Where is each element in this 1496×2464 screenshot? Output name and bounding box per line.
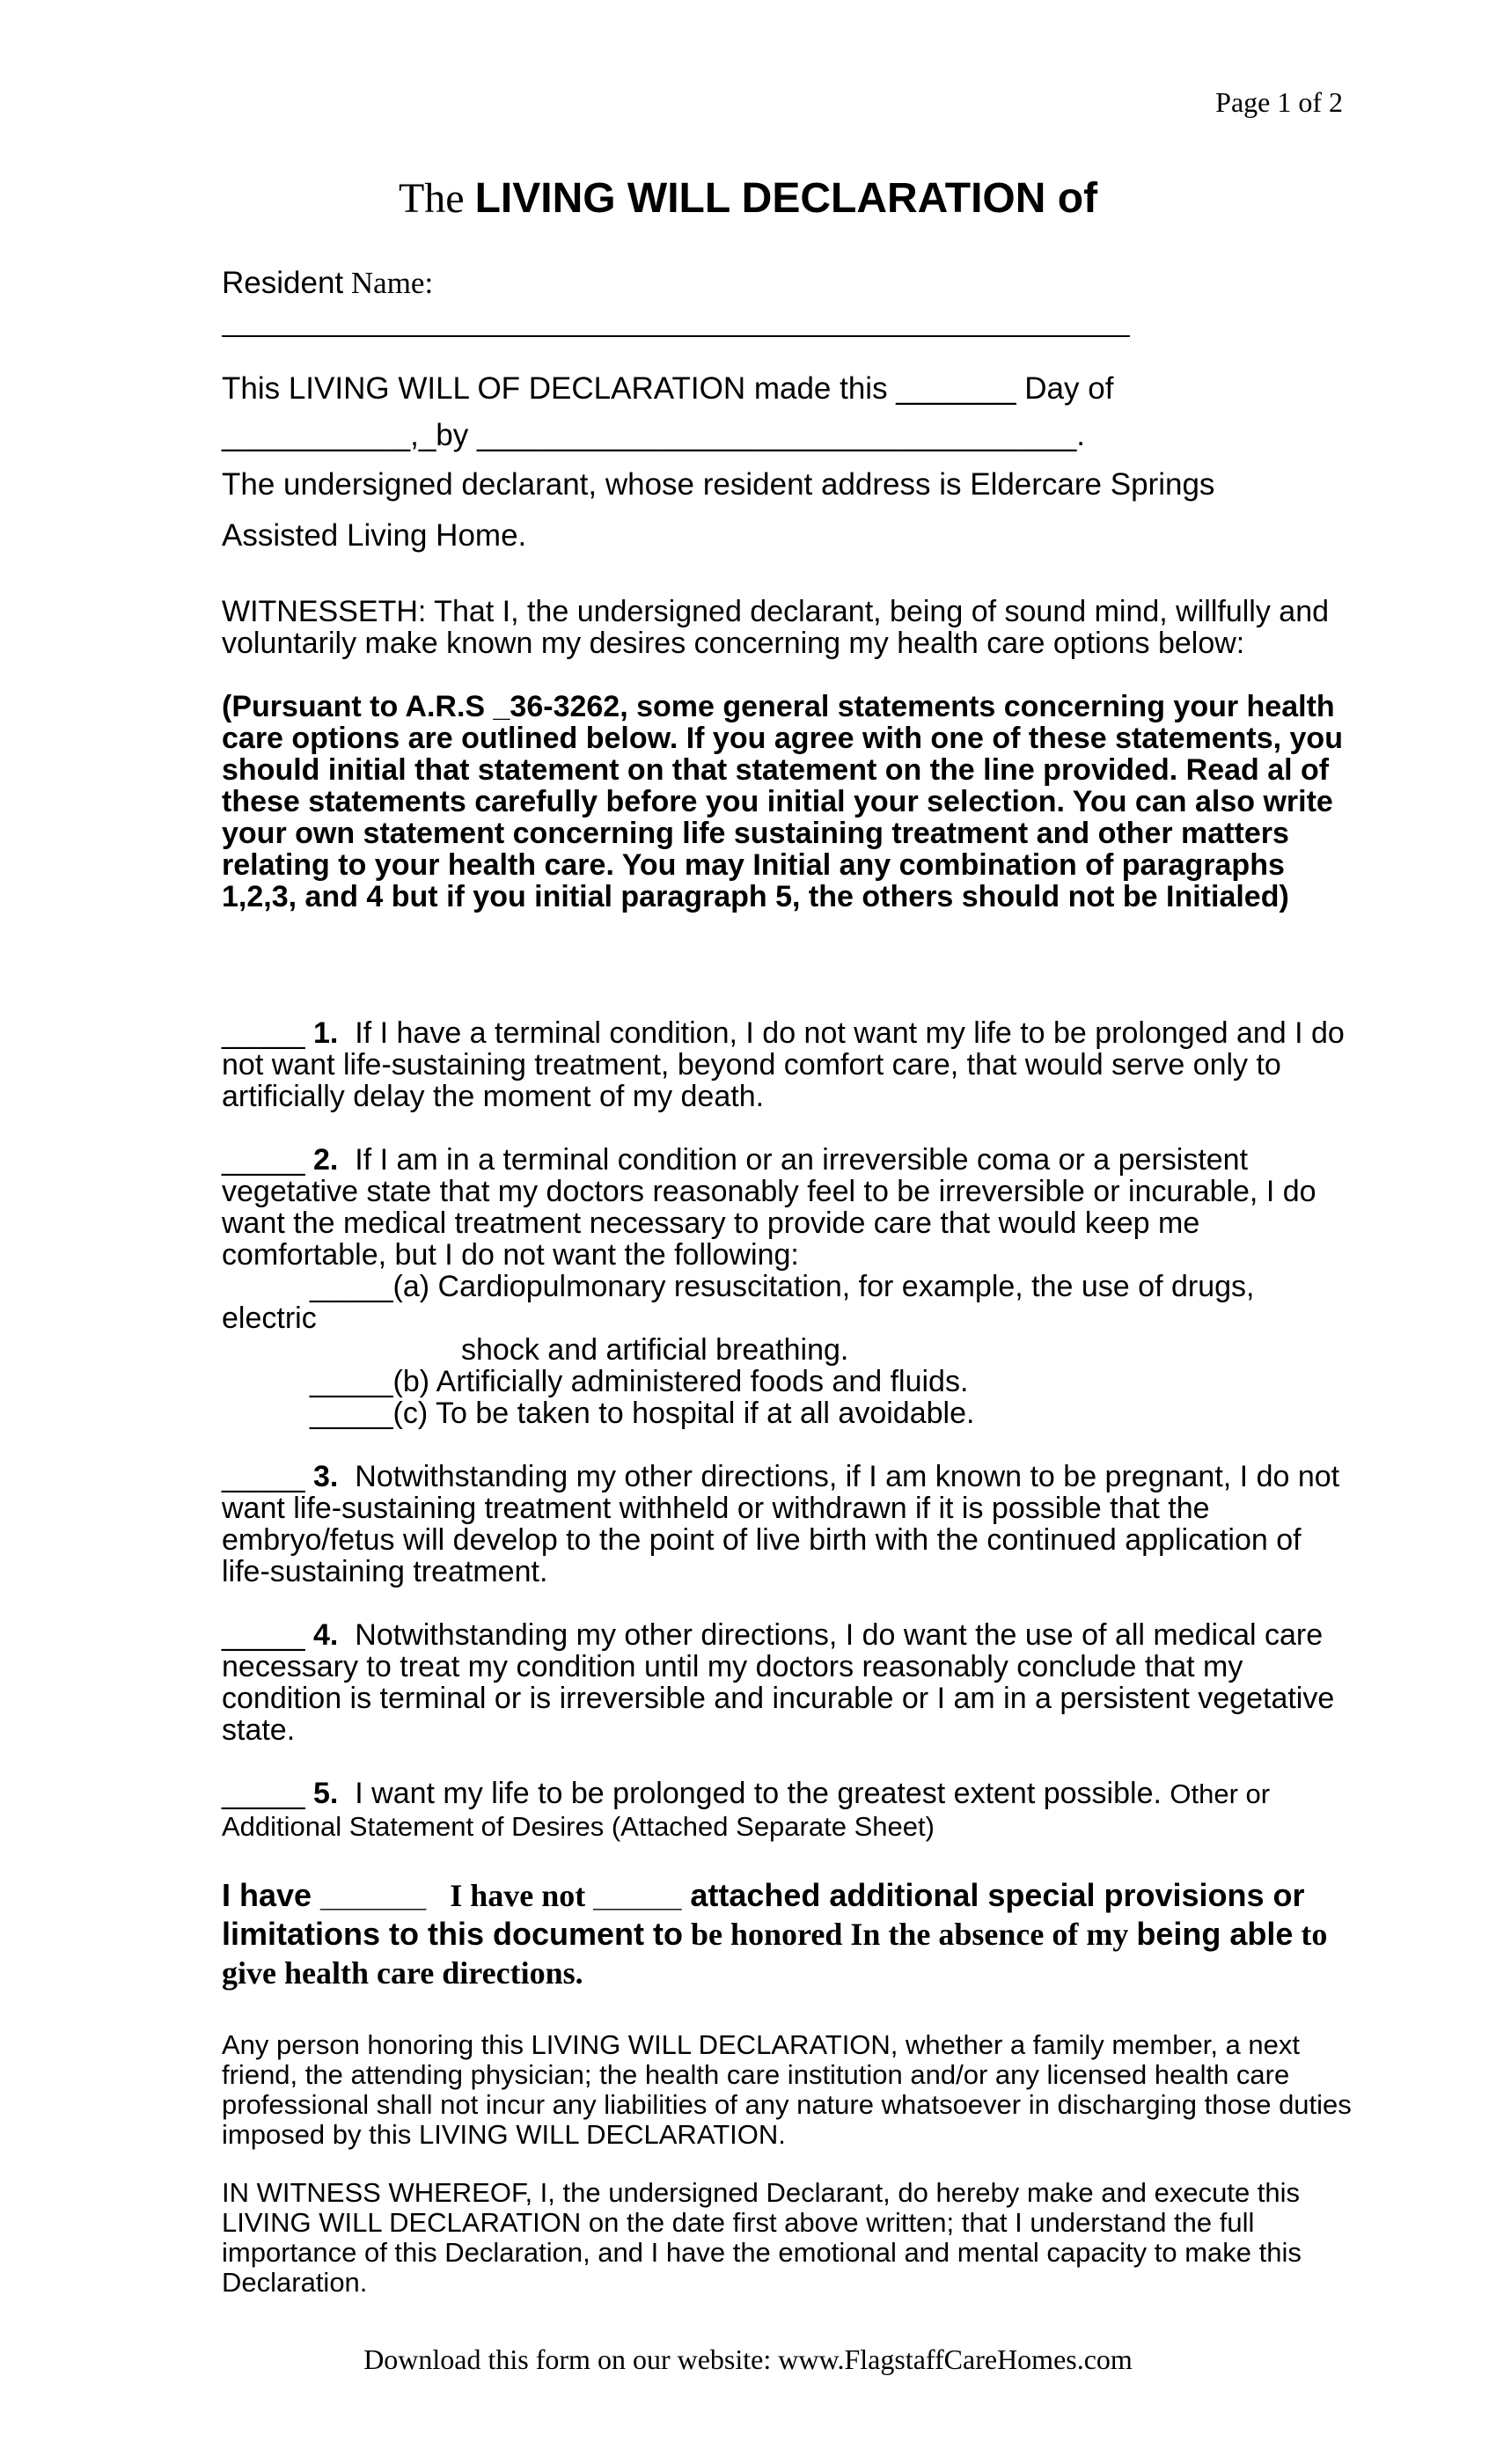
option-2c[interactable]: _____(c) To be taken to hospital if at all avoidable. <box>310 1397 975 1430</box>
made-this-line-1: This LIVING WILL OF DECLARATION made this _______ Day of <box>222 371 1114 406</box>
option-2a <box>222 1271 1357 1429</box>
option-2: _____ 2. If I am in a terminal condition or an irreversible coma or a persistent vegetative state that my doctors reasonably feel to be irreversible or incurable, I do want the medical treatment necessary to provide care that would keep me comfortable, but I do not want the following: <box>222 1143 1316 1272</box>
option-4-initial-blank[interactable]: _____ <box>222 1618 305 1652</box>
resident-address-statement: The undersigned declarant, whose resident address is Eldercare Springs Assisted Living Home. <box>222 467 1215 553</box>
page-number: Page 1 of 2 <box>1215 86 1343 118</box>
option-2a-line-2: electric <box>222 1302 317 1335</box>
liability-paragraph: Any person honoring this LIVING WILL DECLARATION, whether a family member, a next friend, the attending physician; the health care institution and/or any licensed health care professional shall not incur any liabilities of any nature whatsoever in discharging those duties imposed by this LIVING WILL DECLARATION. <box>222 2029 1352 2150</box>
option-1: _____ 1. If I have a terminal condition, I do not want my life to be prolonged and I do not want life-sustaining treatment, beyond comfort care, that would serve only to artificially delay the moment of my death. <box>222 1016 1345 1113</box>
in-witness-paragraph: IN WITNESS WHEREOF, I, the undersigned Declarant, do hereby make and execute this LIVING WILL DECLARATION on the date first above written; that I understand the full importance of this Declaration, and I have the emotional and mental capacity to make this Declaration. <box>222 2177 1302 2298</box>
title-main: LIVING WILL DECLARATION of <box>474 175 1098 222</box>
option-2-initial-blank[interactable]: _____ <box>222 1143 305 1177</box>
option-2a-line-1[interactable]: _____(a) Cardiopulmonary resuscitation, for example, the use of drugs, <box>310 1270 1255 1303</box>
document-title <box>0 174 1496 223</box>
witnesseth-instructions: (Pursuant to A.R.S _36-3262, some general statements concerning your health care options are outlined below. If you agree with one of these statements, you should initial that statement on that statement on the line provided. Read al of these statements carefully before you initial your selection. You can also write your own statement concerning life sustaining treatment and other matters relating to your health care. You may Initial any combination of paragraphs 1,2,3, and 4 but if you initial paragraph 5, the others should not be Initialed) <box>222 690 1343 913</box>
i-have-blank[interactable]: I have ______ <box>222 1877 427 1913</box>
footer-download-note: Download this form on our website: www.FlagstaffCareHomes.com <box>363 2343 1133 2375</box>
resident-name-label: Resident Name: <box>222 266 434 300</box>
option-3-initial-blank[interactable]: _____ <box>222 1460 305 1493</box>
option-2b[interactable]: _____(b) Artificially administered foods and fluids. <box>310 1365 969 1398</box>
title-lead: The <box>398 175 465 222</box>
option-4: _____ 4. Notwithstanding my other directions, I do want the use of all medical care necessary to treat my condition until my doctors reasonably conclude that my condition is terminal or is irreversible and incurable or I am in a persistent vegetative state. <box>222 1618 1335 1747</box>
option-1-initial-blank[interactable]: _____ <box>222 1016 305 1050</box>
option-3: _____ 3. Notwithstanding my other directions, if I am known to be pregnant, I do not want life-sustaining treatment withheld or withdrawn if it is possible that the embryo/fetus will develop to the point of live birth with the continued application of life-sustaining treatment. <box>222 1460 1340 1588</box>
option-2a-line-3: shock and artificial breathing. <box>461 1333 849 1367</box>
witnesseth-intro: WITNESSETH: That I, the undersigned declarant, being of sound mind, willfully and voluntarily make known my desires concerning my health care options below: <box>222 595 1330 660</box>
option-5: _____ 5. I want my life to be prolonged to the greatest extent possible. Other or Additional Statement of Desires (Attached Separate Sheet) <box>222 1777 1271 1842</box>
option-5-initial-blank[interactable]: _____ <box>222 1777 305 1810</box>
made-this-line-2: ___________,_by ___________________________________. <box>222 418 1086 452</box>
i-have-not-blank[interactable]: _____ attached additional special provisions or limitations to this document to <box>222 1877 1305 1952</box>
special-provisions-statement: I have ______ I have not _____ attached additional special provisions or limitations to this document to be honored In the absence of my being able to give health care directions. <box>222 1877 1328 1991</box>
resident-name-field[interactable] <box>222 335 1130 337</box>
